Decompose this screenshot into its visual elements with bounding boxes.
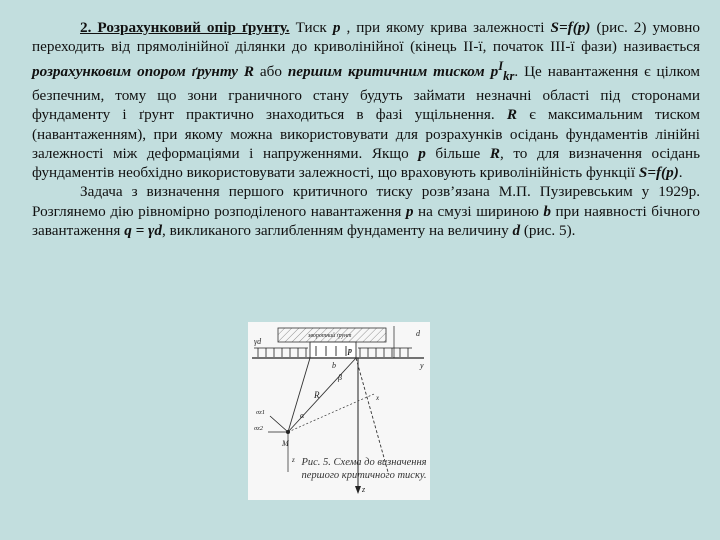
- text-run: Тиск: [289, 19, 333, 36]
- formula-q: q = γd: [124, 222, 162, 240]
- label-p: p: [348, 346, 352, 355]
- text-run: при наявності бічного завантаження: [32, 202, 700, 240]
- text-run: більше: [425, 144, 490, 162]
- superscript: I: [498, 58, 504, 73]
- section-heading: 2. Розрахунковий опір ґрунту.: [80, 19, 290, 36]
- formula-sfp: S=f(p): [638, 164, 679, 182]
- symbol-p: p: [405, 202, 414, 220]
- text-run: є максимальним тиском (навантаженням), при якому можна використовувати для розрахунків осідань фундаментів лінійні залежності між деформаціями і напруженнями. Якщо: [32, 106, 700, 162]
- text-run: , викликаного заглибленням фундаменту на величину: [161, 222, 513, 240]
- text-run: .: [678, 164, 683, 182]
- term-design-resistance: розрахунковим опором ґрунту R: [32, 62, 255, 80]
- text-run: . Це навантаження є цілком безпечним, тому що зони граничного стану будуть займати незначні області під сторонами фундаменту і ґрунт практично знаходиться в фазі ущільнення.: [32, 62, 700, 124]
- label-M: M: [282, 439, 289, 448]
- label-b: b: [332, 361, 336, 370]
- formula-sfp: S=f(p): [550, 19, 591, 36]
- label-gamma-d: γd: [254, 337, 262, 346]
- text-run: (рис. 2) умовно переходить від прямолінійної ділянки до криволінійної (кінець ІІ-ї, початок ІІІ-ї фази) називається: [32, 19, 700, 56]
- subscript: kr: [503, 68, 515, 83]
- symbol-b: b: [543, 202, 551, 220]
- symbol-R: R: [506, 106, 517, 124]
- label-sigma1: σz1: [256, 409, 265, 416]
- text-run: , то для визначення осідань фундаментів необхідно використовувати залежності, що враховують криволінійність функції: [32, 144, 700, 182]
- label-backfill: зворотний ґрунт: [308, 333, 352, 339]
- figure-caption: Рис. 5. Схема до визначення першого критичного тиску.: [301, 457, 427, 481]
- text-run: , при якому крива залежності: [340, 19, 551, 36]
- text-run: на смузі шириною: [413, 202, 544, 220]
- paragraph-1: [32, 18, 700, 182]
- label-R: R: [314, 390, 320, 400]
- ray-dashed: [356, 358, 388, 472]
- side-load-right: [358, 348, 412, 357]
- text-run: або: [254, 62, 288, 80]
- label-x: x: [376, 394, 380, 402]
- label-alpha: α: [300, 411, 305, 420]
- term-first-critical-pressure: першим критичним тиском p: [287, 62, 499, 80]
- label-z-dim: z: [292, 456, 295, 464]
- symbol-p: p: [418, 144, 426, 162]
- paragraph-2: [32, 182, 700, 240]
- symbol-p: p: [332, 19, 341, 36]
- symbol-d: d: [512, 222, 521, 240]
- label-y: y: [420, 361, 424, 370]
- side-load-left: [254, 348, 308, 357]
- text-run: Задача з визначення першого критичного тиску розв’язана М.П. Пузиревським у 1929р. Розглянемо дію рівномірно розподіленого навантаження: [32, 183, 700, 220]
- label-z: z: [362, 485, 366, 494]
- ray-right: [288, 358, 356, 432]
- stress-arrow-1: [270, 416, 288, 432]
- z-arrow: [355, 486, 361, 494]
- text-run: (рис. 5).: [520, 222, 576, 240]
- label-d: d: [416, 329, 420, 338]
- symbol-R: R: [489, 144, 500, 162]
- label-sigma2: σz2: [254, 425, 263, 432]
- text-block: [32, 18, 700, 240]
- ray-left: [288, 358, 310, 432]
- label-beta: β: [338, 373, 342, 382]
